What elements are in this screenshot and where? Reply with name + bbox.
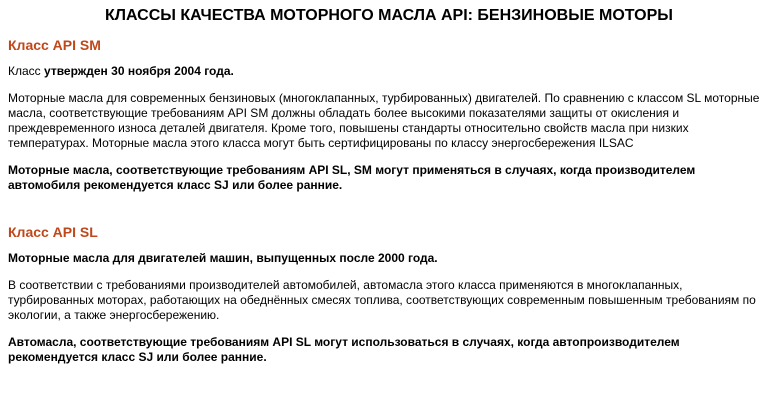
approval-paragraph: [8, 64, 770, 79]
page-title: КЛАССЫ КАЧЕСТВА МОТОРНОГО МАСЛА API: БЕНЗИНОВЫЕ МОТОРЫ: [105, 7, 673, 24]
approval-date: утвержден 30 ноября 2004 года.: [44, 64, 234, 78]
section-note: Моторные масла, соответствующие требованиям API SL, SM могут применяться в случаях, когда производителем автомобиля рекомендуется класс SJ или более ранние.: [8, 163, 696, 192]
section-api-sl: [8, 223, 770, 365]
section-body: В соответствии с требованиями производителей автомобилей, автомасла этого класса применяются в многоклапанных, турбированных моторах, работающих на обеднённых смесях топлива, соответствующих современным повышенным требованиям по экологии, а также энергосбережению.: [8, 278, 756, 322]
approval-prefix: Класс: [8, 64, 44, 78]
section-note: Автомасла, соответствующие требованиям API SL могут использоваться в случаях, когда автопроизводителем рекомендуется класс SJ или более ранние.: [8, 335, 680, 364]
section-heading: Класс API SL: [8, 224, 98, 240]
section-heading: Класс API SM: [8, 37, 101, 53]
section-body: Моторные масла для современных бензиновых (многоклапанных, турбированных) двигателей. По сравнению с классом SL моторные масла, соответствующие требованиям API SM должны обладать более высокими показателями защиты от окисления и преждевременного износа деталей двигателя. Кроме того, повышены стандарты относительно свойств масла при низких температурах. Моторные масла этого класса могут быть сертифицированы по классу энергосбережения ILSAC: [8, 91, 760, 150]
section-api-sm: [8, 36, 770, 193]
section-lead: Моторные масла для двигателей машин, выпущенных после 2000 года.: [8, 251, 438, 265]
